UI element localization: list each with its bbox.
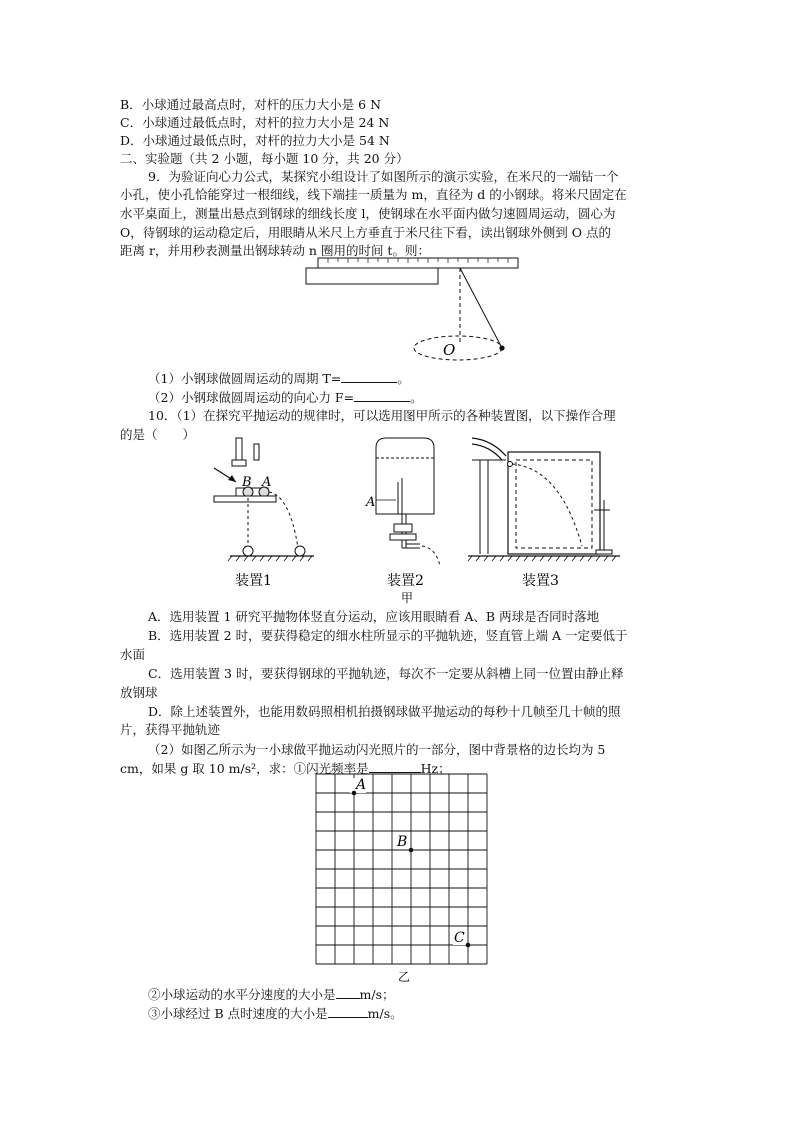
q8-option-b: B．小球通过最高点时，对杆的压力大小是 6 N [120, 97, 382, 112]
device-3-drawing [468, 438, 620, 561]
q10-part2-line-2: cm，如果 g 取 10 m/s²，求：①闪光频率是 Hz； [120, 761, 451, 776]
section-heading-experiments: 二、实验题（共 2 小题，每小题 10 分，共 20 分） [120, 151, 409, 166]
q10-stem-line-2: 的是（ ） [120, 427, 196, 442]
device-1-caption: 装置1 [235, 573, 272, 589]
device-1-drawing [214, 438, 314, 561]
q10-option-b-line-2: 水面 [120, 647, 146, 662]
grid-point-c [466, 943, 471, 948]
answer-blank[interactable] [328, 1005, 368, 1018]
q10-stem-line-1: 10．（1）在探究平抛运动的规律时，可以选用图甲所示的各种装置图，以下操作合理 [148, 408, 616, 423]
device-1-label-b: B [242, 475, 252, 490]
q10-option-d-line-1: D．除上述装置外，也能用数码照相机拍摄钢球做平抛运动的每秒十几帧至几十帧的照 [148, 704, 621, 719]
q10-option-b-line-1: B．选用装置 2 时，要获得稳定的细水柱所显示的平抛轨迹，竖直管上端 A 一定要低于 [148, 628, 628, 643]
device-2-drawing [365, 438, 440, 566]
q9-stem-line-2: 小孔，使小孔恰能穿过一根细线，线下端挂一质量为 m，直径为 d 的小钢球。将米尺固定在 [120, 187, 627, 202]
grid-label-a: A [356, 777, 367, 793]
q10-part2-q2: ②小球运动的水平分速度的大小是 m/s； [148, 987, 395, 1002]
answer-blank[interactable] [341, 370, 397, 383]
grid-point-b [409, 848, 414, 853]
q9-sub-2: （2）小钢球做圆周运动的向心力 F= 。 [148, 390, 423, 405]
q10-option-a: A．选用装置 1 研究平抛物体竖直分运动，应该用眼睛看 A、B 两球是否同时落地 [148, 609, 600, 624]
q8-option-c: C．小球通过最低点时，对杆的拉力大小是 24 N [120, 115, 390, 130]
device-2-caption: 装置2 [387, 573, 424, 589]
q9-stem-line-3: 水平桌面上，测量出悬点到钢球的细线长度 l，使钢球在水平面内做匀速圆周运动，圆心为 [120, 206, 616, 221]
figure-jia-caption: 甲 [401, 591, 414, 605]
answer-blank[interactable] [336, 986, 360, 999]
device-1-label-a: A [262, 475, 272, 490]
q10-option-c-line-2: 放钢球 [120, 685, 158, 700]
figure-yi-caption: 乙 [398, 970, 411, 984]
answer-blank[interactable] [354, 389, 410, 402]
q10-option-d-line-2: 片，获得平抛轨迹 [120, 722, 221, 737]
q10-part2-q3: ③小球经过 B 点时速度的大小是 m/s。 [148, 1006, 403, 1021]
grid-label-c: C [454, 930, 465, 946]
q9-stem-line-4: O，待钢球的运动稳定后，用眼睛从米尺上方垂直于米尺往下看，读出钢球外侧到 O 点的 [120, 225, 611, 240]
q10-option-c-line-1: C．选用装置 3 时，要获得钢球的平抛轨迹，每次不一定要从斜槽上同一位置由静止释 [148, 666, 624, 681]
q9-sub-1: （1）小钢球做圆周运动的周期 T= 。 [148, 371, 410, 386]
device-3-caption: 装置3 [522, 573, 559, 589]
q10-part2-line-1: （2）如图乙所示为一小球做平抛运动闪光照片的一部分，图中背景格的边长均为 5 [148, 742, 606, 757]
q9-figure [300, 256, 530, 366]
q9-stem-line-5: 距离 r，并用秒表测量出钢球转动 n 圈用的时间 t。则： [120, 243, 430, 258]
q8-option-d: D．小球通过最低点时，对杆的拉力大小是 54 N [120, 133, 390, 148]
q9-figure-label-o: O [443, 341, 456, 359]
device-2-label-a: A [366, 495, 376, 510]
grid-label-b: B [397, 834, 408, 850]
q9-stem-line-1: 9．为验证向心力公式，某探究小组设计了如图所示的演示实验，在米尺的一端钻一个 [148, 169, 619, 184]
q10-figure-jia [210, 430, 630, 610]
q10-grid-figure [312, 770, 492, 984]
